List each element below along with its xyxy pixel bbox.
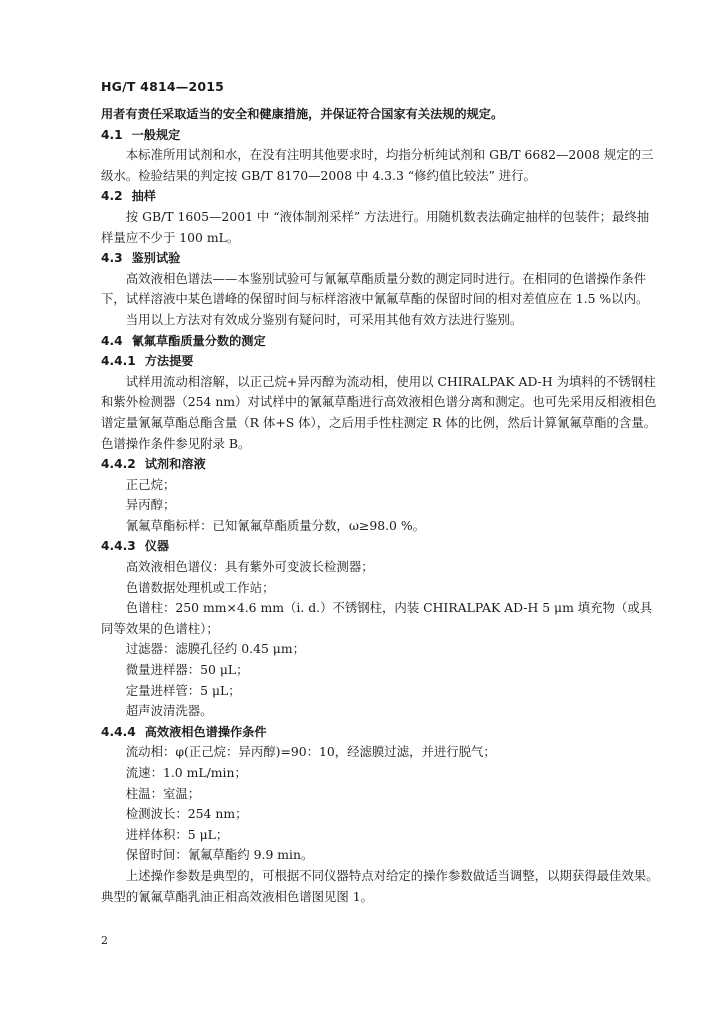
list-item: 过滤器：滤膜孔径约 0.45 μm； xyxy=(125,641,305,657)
list-item: 流动相：φ(正己烷：异丙醇)=90：10，经滤膜过滤，并进行脱气； xyxy=(125,744,496,760)
section-number: 4.3 xyxy=(101,251,123,266)
section-title: 试剂和溶液 xyxy=(144,457,206,472)
section-4-4-3-heading xyxy=(101,536,661,557)
standard-code: HG/T 4814—2015 xyxy=(101,79,225,94)
section-4-3-heading xyxy=(101,248,661,269)
list-item: 异丙醇； xyxy=(125,497,176,513)
section-4-4-4-heading xyxy=(101,722,661,743)
list-item: 正己烷； xyxy=(125,476,176,492)
section-title: 抽样 xyxy=(131,189,156,204)
section-title: 一般规定 xyxy=(131,127,181,142)
list-item: 保留时间：氰氟草酯约 9.9 min。 xyxy=(125,847,314,863)
paragraph: 本标准所用试剂和水，在没有注明其他要求时，均指分析纯试剂和 GB/T 6682—2008 规定的三级水。检验结果的判定按 GB/T 8170—2008 中 4.3.3 “修约值比较法” 进行。 xyxy=(101,147,654,183)
section-4-4-1-heading xyxy=(101,351,661,372)
section-number: 4.4 xyxy=(101,333,123,348)
section-4-1-heading xyxy=(101,125,661,146)
section-title: 方法提要 xyxy=(144,354,194,369)
section-4-4-2-heading xyxy=(101,454,661,475)
page-number: 2 xyxy=(101,934,108,947)
list-item: 检测波长：254 nm； xyxy=(125,806,248,822)
paragraph: 按 GB/T 1605—2001 中 “液体制剂采样” 方法进行。用随机数表法确定抽样的包装件；最终抽样量应不少于 100 mL。 xyxy=(101,208,650,245)
section-title: 氰氟草酯质量分数的测定 xyxy=(131,333,266,348)
section-number: 4.4.4 xyxy=(101,724,136,739)
list-item: 超声波清洗器。 xyxy=(125,703,213,719)
list-item: 进样体积：5 μL； xyxy=(125,826,229,842)
section-number: 4.4.3 xyxy=(101,539,136,554)
paragraph: 高效液相色谱法——本鉴别试验可与氰氟草酯质量分数的测定同时进行。在相同的色谱操作条件下，试样溶液中某色谱峰的保留时间与标样溶液中氰氟草酯的保留时间的相对差值应在 1.5 %以内。 xyxy=(101,270,649,307)
list-item: 流速：1.0 mL/min； xyxy=(125,765,247,780)
paragraph: 试样用流动相溶解，以正己烷+异丙醇为流动相，使用以 CHIRALPAK AD-H 为填料的不锈钢柱和紫外检测器（254 nm）对试样中的氰氟草酯进行高效液相色谱分离和测定。也可先采用反相液相色谱定量氰氟草酯总酯含量（R 体+S 体），之后用手性柱测定 R 体的比例，然后计算氰氟草酯的含量。色谱操作条件参见附录 B。 xyxy=(101,373,657,451)
list-item: 色谱数据处理机或工作站； xyxy=(125,579,275,595)
safety-statement: 用者有责任采取适当的安全和健康措施，并保证符合国家有关法规的规定。 xyxy=(101,107,504,121)
list-item: 氰氟草酯标样：已知氰氟草酯质量分数，ω≥98.0 %。 xyxy=(125,517,426,533)
paragraph: 当用以上方法对有效成分鉴别有疑问时，可采用其他有效方法进行鉴别。 xyxy=(125,311,523,327)
list-item: 柱温：室温； xyxy=(125,785,201,801)
list-item: 定量进样管：5 μL； xyxy=(125,682,241,698)
list-item: 微量进样器：50 μL； xyxy=(125,662,249,678)
section-4-2-heading xyxy=(101,186,661,207)
document-body xyxy=(101,104,661,907)
paragraph: 上述操作参数是典型的，可根据不同仪器特点对给定的操作参数做适当调整，以期获得最佳效果。典型的氰氟草酯乳油正相高效液相色谱图见图 1。 xyxy=(101,867,659,904)
section-title: 鉴别试验 xyxy=(131,251,181,266)
list-item: 色谱柱：250 mm×4.6 mm（i. d.）不锈钢柱，内装 CHIRALPAK AD-H 5 μm 填充物（或具同等效果的色谱柱）； xyxy=(101,600,653,636)
list-item: 高效液相色谱仪：具有紫外可变波长检测器； xyxy=(125,559,374,575)
section-number: 4.4.2 xyxy=(101,457,136,472)
section-number: 4.4.1 xyxy=(101,354,136,369)
section-4-4-heading xyxy=(101,331,661,352)
section-number: 4.1 xyxy=(101,127,123,142)
section-number: 4.2 xyxy=(101,189,123,204)
section-title: 高效液相色谱操作条件 xyxy=(144,724,267,739)
section-title: 仪器 xyxy=(144,539,170,554)
